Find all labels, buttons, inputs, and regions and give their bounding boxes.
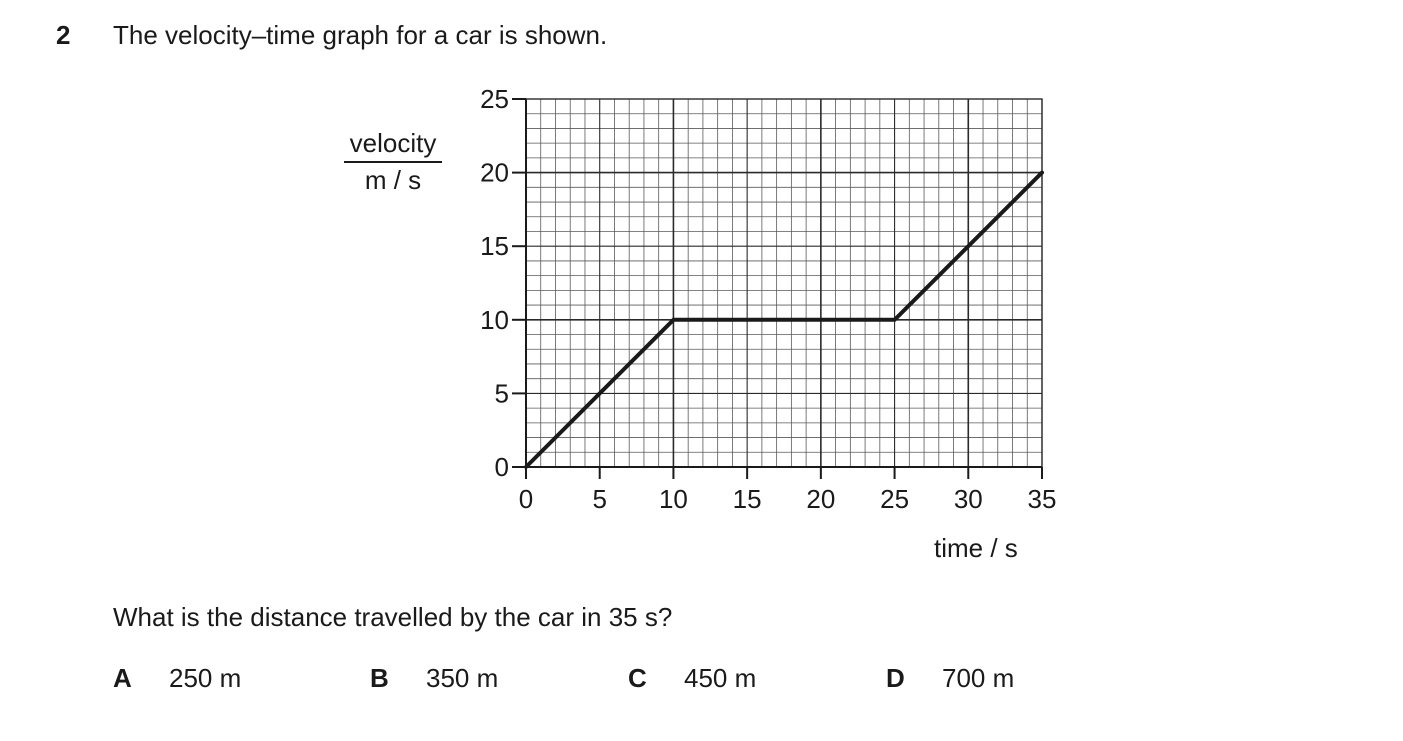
option-value: 700 m xyxy=(942,663,1015,693)
y-tick-label: 0 xyxy=(494,452,509,482)
x-tick-label: 15 xyxy=(732,484,762,514)
y-tick-label: 10 xyxy=(480,304,509,335)
tick-labels xyxy=(480,84,1056,514)
x-tick-label: 35 xyxy=(1027,484,1057,514)
y-axis-label-quantity: velocity xyxy=(344,128,442,163)
x-tick-label: 25 xyxy=(880,484,910,514)
question-prompt: What is the distance travelled by the car in 35 s? xyxy=(113,602,673,632)
x-tick-label: 30 xyxy=(953,484,983,514)
y-tick-label: 5 xyxy=(494,378,509,409)
option-value: 450 m xyxy=(684,663,757,693)
major-gridlines xyxy=(526,99,1042,467)
x-tick-label: 20 xyxy=(806,484,836,514)
option-c[interactable] xyxy=(628,663,756,694)
option-b[interactable] xyxy=(370,663,498,694)
option-letter: D xyxy=(886,663,905,693)
option-d[interactable] xyxy=(886,663,1014,694)
x-tick-label: 5 xyxy=(592,484,607,514)
y-axis-label-unit: m / s xyxy=(364,165,422,195)
x-tick-label: 10 xyxy=(658,484,688,514)
plot-frame xyxy=(526,99,1042,467)
y-tick-label: 20 xyxy=(480,157,509,188)
y-tick-label: 15 xyxy=(480,231,509,262)
option-value: 250 m xyxy=(169,663,242,693)
option-letter: C xyxy=(628,663,647,693)
option-letter: B xyxy=(370,663,389,693)
x-tick-label: 0 xyxy=(518,484,534,514)
minor-gridlines xyxy=(526,99,1042,467)
question-text: The velocity–time graph for a car is shown. xyxy=(113,20,608,50)
x-axis-label: time / s xyxy=(934,533,1018,563)
option-letter: A xyxy=(113,663,132,693)
option-value: 350 m xyxy=(426,663,499,693)
y-tick-label: 25 xyxy=(480,84,509,114)
question-number: 2 xyxy=(56,20,71,50)
option-a[interactable] xyxy=(113,663,241,694)
